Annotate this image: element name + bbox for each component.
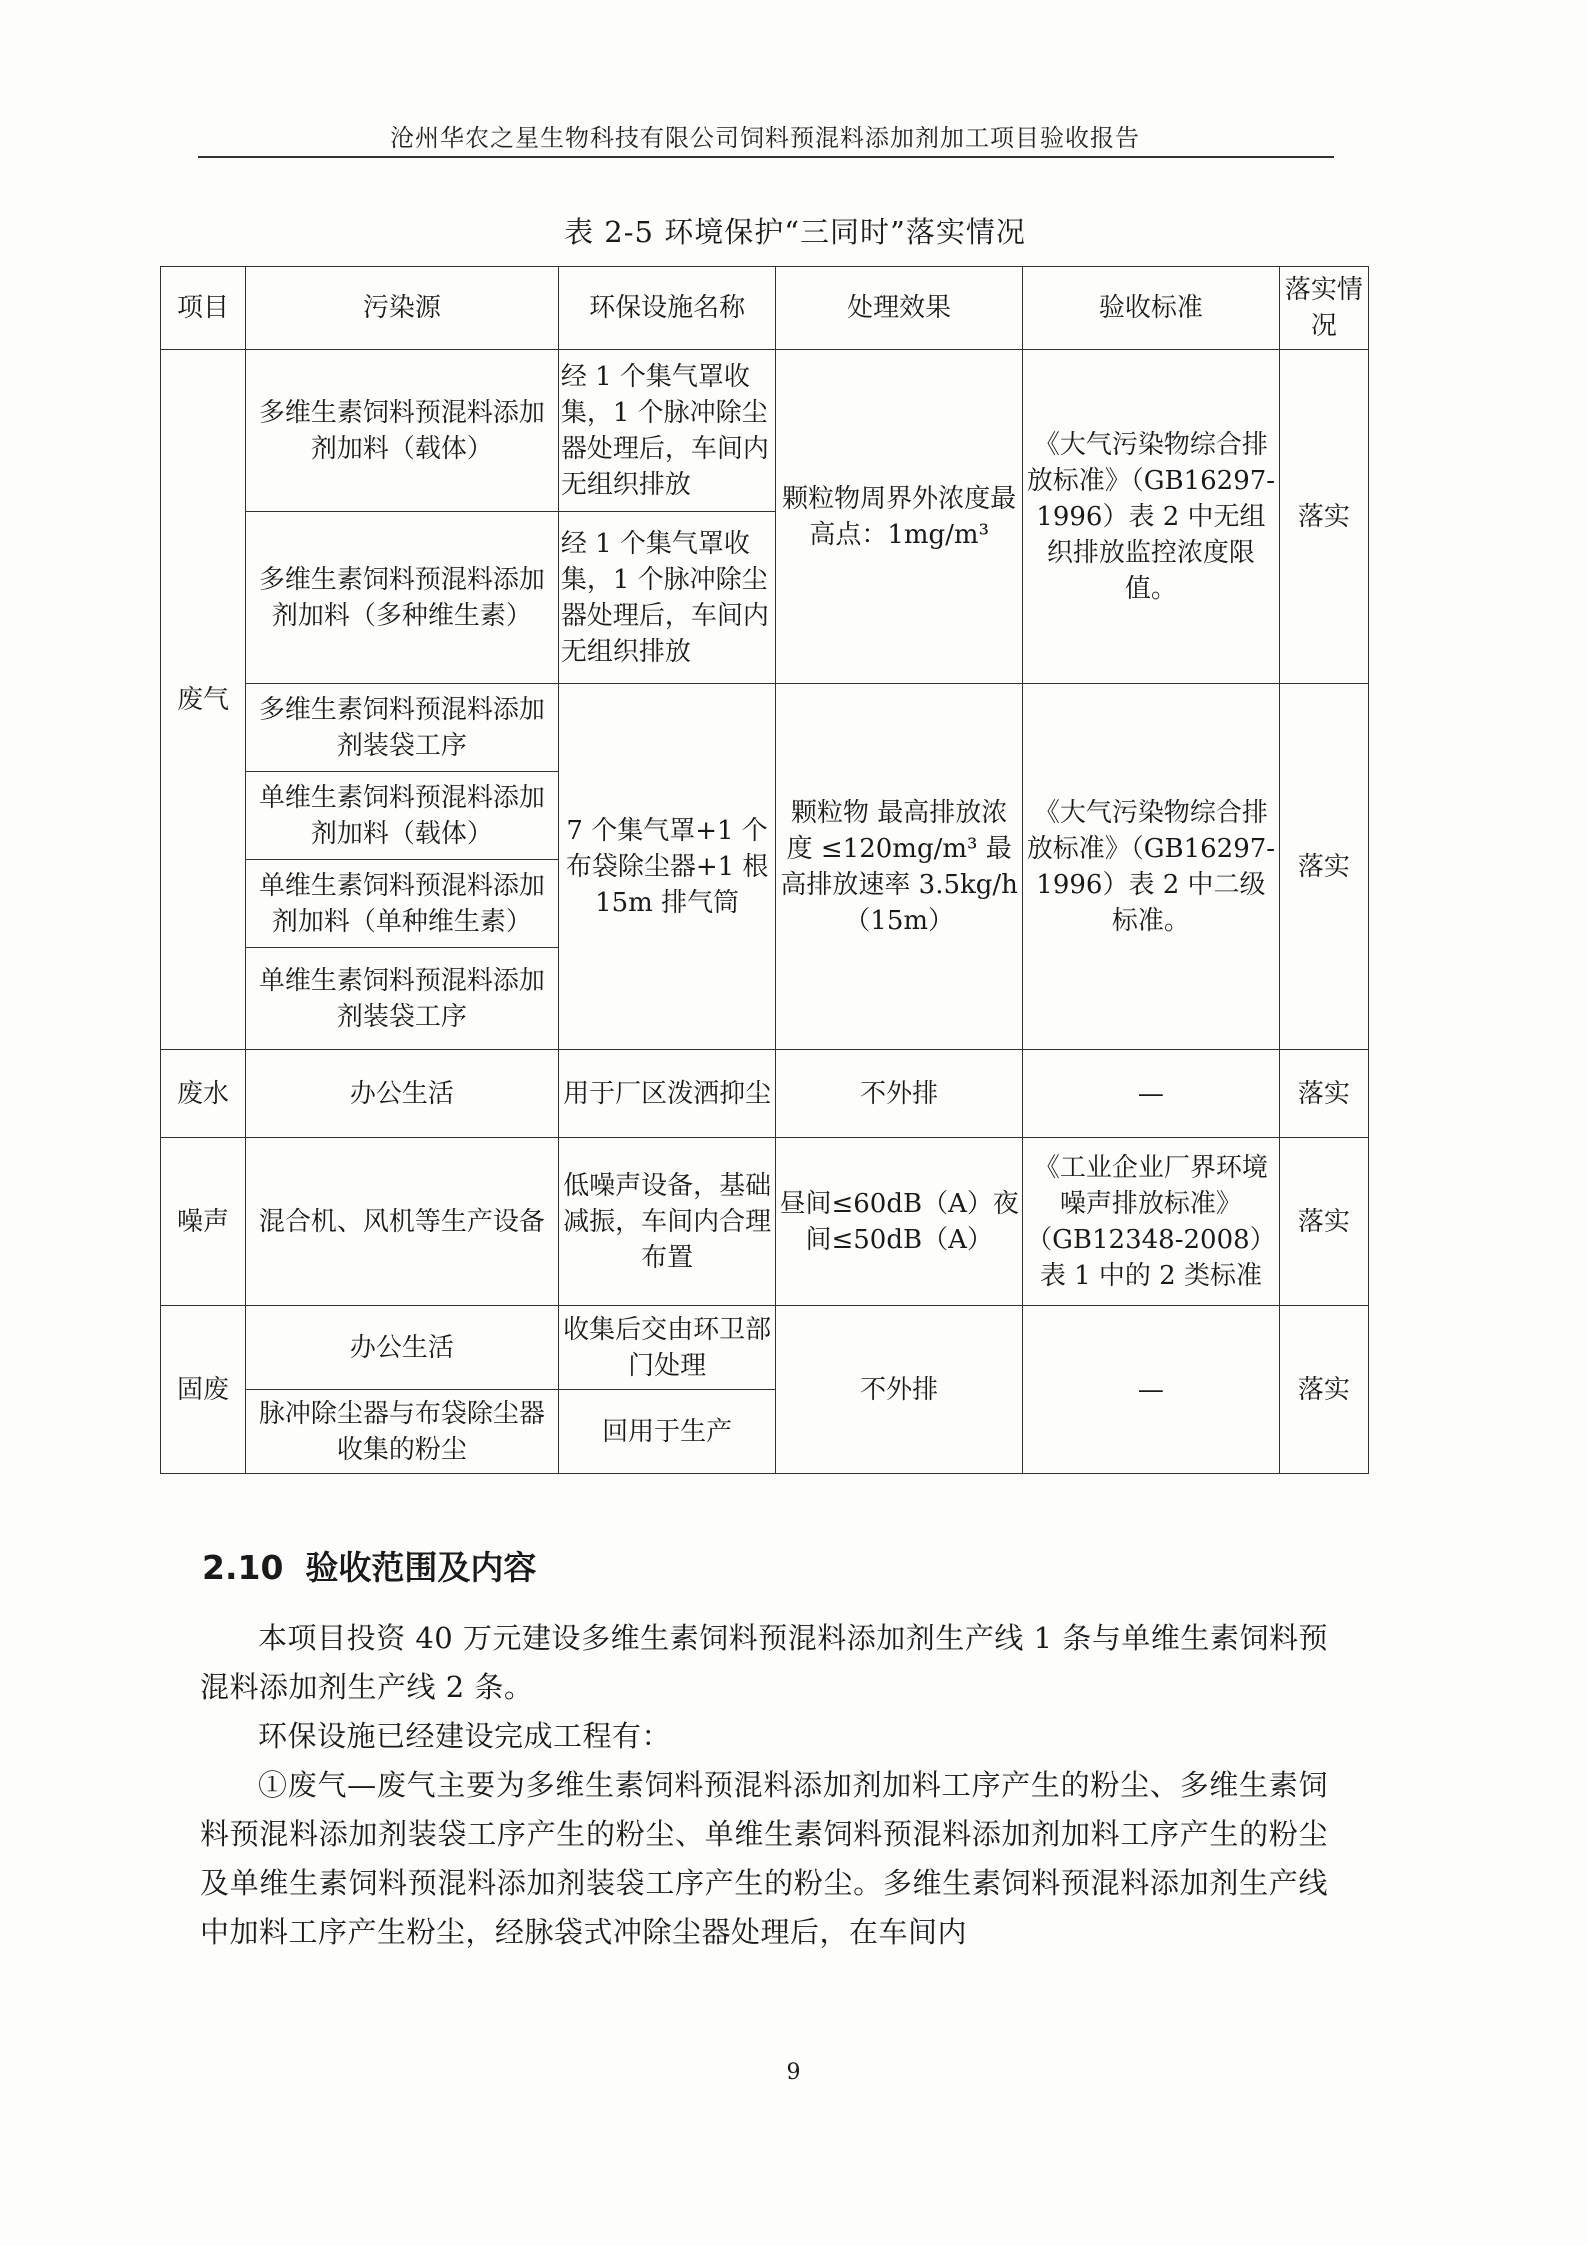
- status-cell: 落实: [1279, 350, 1368, 684]
- category-cell: 废水: [161, 1050, 246, 1138]
- table-row: [161, 1306, 1369, 1390]
- column-header: 污染源: [245, 267, 558, 350]
- effect-cell: 颗粒物周界外浓度最高点：1mg/m³: [776, 350, 1023, 684]
- table-row: [161, 350, 1369, 512]
- table-row: [161, 1138, 1369, 1306]
- category-cell: 噪声: [161, 1138, 246, 1306]
- status-cell: 落实: [1279, 684, 1368, 1050]
- environmental-protection-table: [160, 266, 1369, 1474]
- category-cell: 固废: [161, 1306, 246, 1474]
- standard-cell: —: [1022, 1306, 1279, 1474]
- facility-cell: 用于厂区泼洒抑尘: [558, 1050, 776, 1138]
- running-header: 沧州华农之星生物科技有限公司饲料预混料添加剂加工项目验收报告: [390, 124, 1140, 152]
- paragraph: ①废气—废气主要为多维生素饲料预混料添加剂加料工序产生的粉尘、多维生素饲料预混料添加剂装袋工序产生的粉尘、单维生素饲料预混料添加剂加料工序产生的粉尘及单维生素饲料预混料添加剂装袋工序产生的粉尘。多维生素饲料预混料添加剂生产线中加料工序产生粉尘，经脉袋式冲除尘器处理后，在车间内: [200, 1768, 1328, 1949]
- table-caption: 表 2-5 环境保护“三同时”落实情况: [564, 215, 1026, 249]
- source-cell: 混合机、风机等生产设备: [245, 1138, 558, 1306]
- effect-cell: 不外排: [776, 1050, 1023, 1138]
- table-row: [161, 684, 1369, 772]
- section-number: 2.10: [202, 1548, 284, 1587]
- table-header-row: [161, 267, 1369, 350]
- status-cell: 落实: [1279, 1050, 1368, 1138]
- category-cell: 废气: [161, 350, 246, 1050]
- facility-cell: 收集后交由环卫部门处理: [558, 1306, 776, 1390]
- source-cell: 脉冲除尘器与布袋除尘器收集的粉尘: [245, 1390, 558, 1474]
- source-cell: 单维生素饲料预混料添加剂加料（载体）: [245, 772, 558, 860]
- section-body: [200, 1614, 1328, 1957]
- effect-cell: 不外排: [776, 1306, 1023, 1474]
- paragraph: 本项目投资 40 万元建设多维生素饲料预混料添加剂生产线 1 条与单维生素饲料预混料添加剂生产线 2 条。: [200, 1621, 1328, 1704]
- source-cell: 多维生素饲料预混料添加剂加料（载体）: [245, 350, 558, 512]
- standard-cell: —: [1022, 1050, 1279, 1138]
- facility-cell: 回用于生产: [558, 1390, 776, 1474]
- column-header: 项目: [161, 267, 246, 350]
- column-header: 验收标准: [1022, 267, 1279, 350]
- facility-cell: 经 1 个集气罩收集，1 个脉冲除尘器处理后，车间内无组织排放: [558, 512, 776, 684]
- facility-cell: 经 1 个集气罩收集，1 个脉冲除尘器处理后，车间内无组织排放: [558, 350, 776, 512]
- source-cell: 多维生素饲料预混料添加剂加料（多种维生素）: [245, 512, 558, 684]
- facility-cell: 低噪声设备，基础减振，车间内合理布置: [558, 1138, 776, 1306]
- section-title: 验收范围及内容: [305, 1548, 537, 1587]
- source-cell: 单维生素饲料预混料添加剂加料（单种维生素）: [245, 860, 558, 948]
- source-cell: 办公生活: [245, 1050, 558, 1138]
- page-number: 9: [786, 2060, 801, 2085]
- facility-cell: 7 个集气罩+1 个布袋除尘器+1 根 15m 排气筒: [558, 684, 776, 1050]
- table-row: [161, 1050, 1369, 1138]
- header-rule: [198, 156, 1334, 158]
- source-cell: 办公生活: [245, 1306, 558, 1390]
- source-cell: 单维生素饲料预混料添加剂装袋工序: [245, 948, 558, 1050]
- section-heading: [202, 1542, 536, 1589]
- column-header: 落实情况: [1279, 267, 1368, 350]
- standard-cell: 《大气污染物综合排放标准》（GB16297-1996）表 2 中无组织排放监控浓度限值。: [1022, 350, 1279, 684]
- column-header: 环保设施名称: [558, 267, 776, 350]
- paragraph: 环保设施已经建设完成工程有：: [258, 1719, 672, 1753]
- standard-cell: 《大气污染物综合排放标准》（GB16297-1996）表 2 中二级标准。: [1022, 684, 1279, 1050]
- status-cell: 落实: [1279, 1306, 1368, 1474]
- standard-cell: 《工业企业厂界环境噪声排放标准》（GB12348-2008）表 1 中的 2 类标准: [1022, 1138, 1279, 1306]
- effect-cell: 昼间≤60dB（A）夜间≤50dB（A）: [776, 1138, 1023, 1306]
- column-header: 处理效果: [776, 267, 1023, 350]
- source-cell: 多维生素饲料预混料添加剂装袋工序: [245, 684, 558, 772]
- status-cell: 落实: [1279, 1138, 1368, 1306]
- effect-cell: 颗粒物 最高排放浓度 ≤120mg/m³ 最高排放速率 3.5kg/h（15m）: [776, 684, 1023, 1050]
